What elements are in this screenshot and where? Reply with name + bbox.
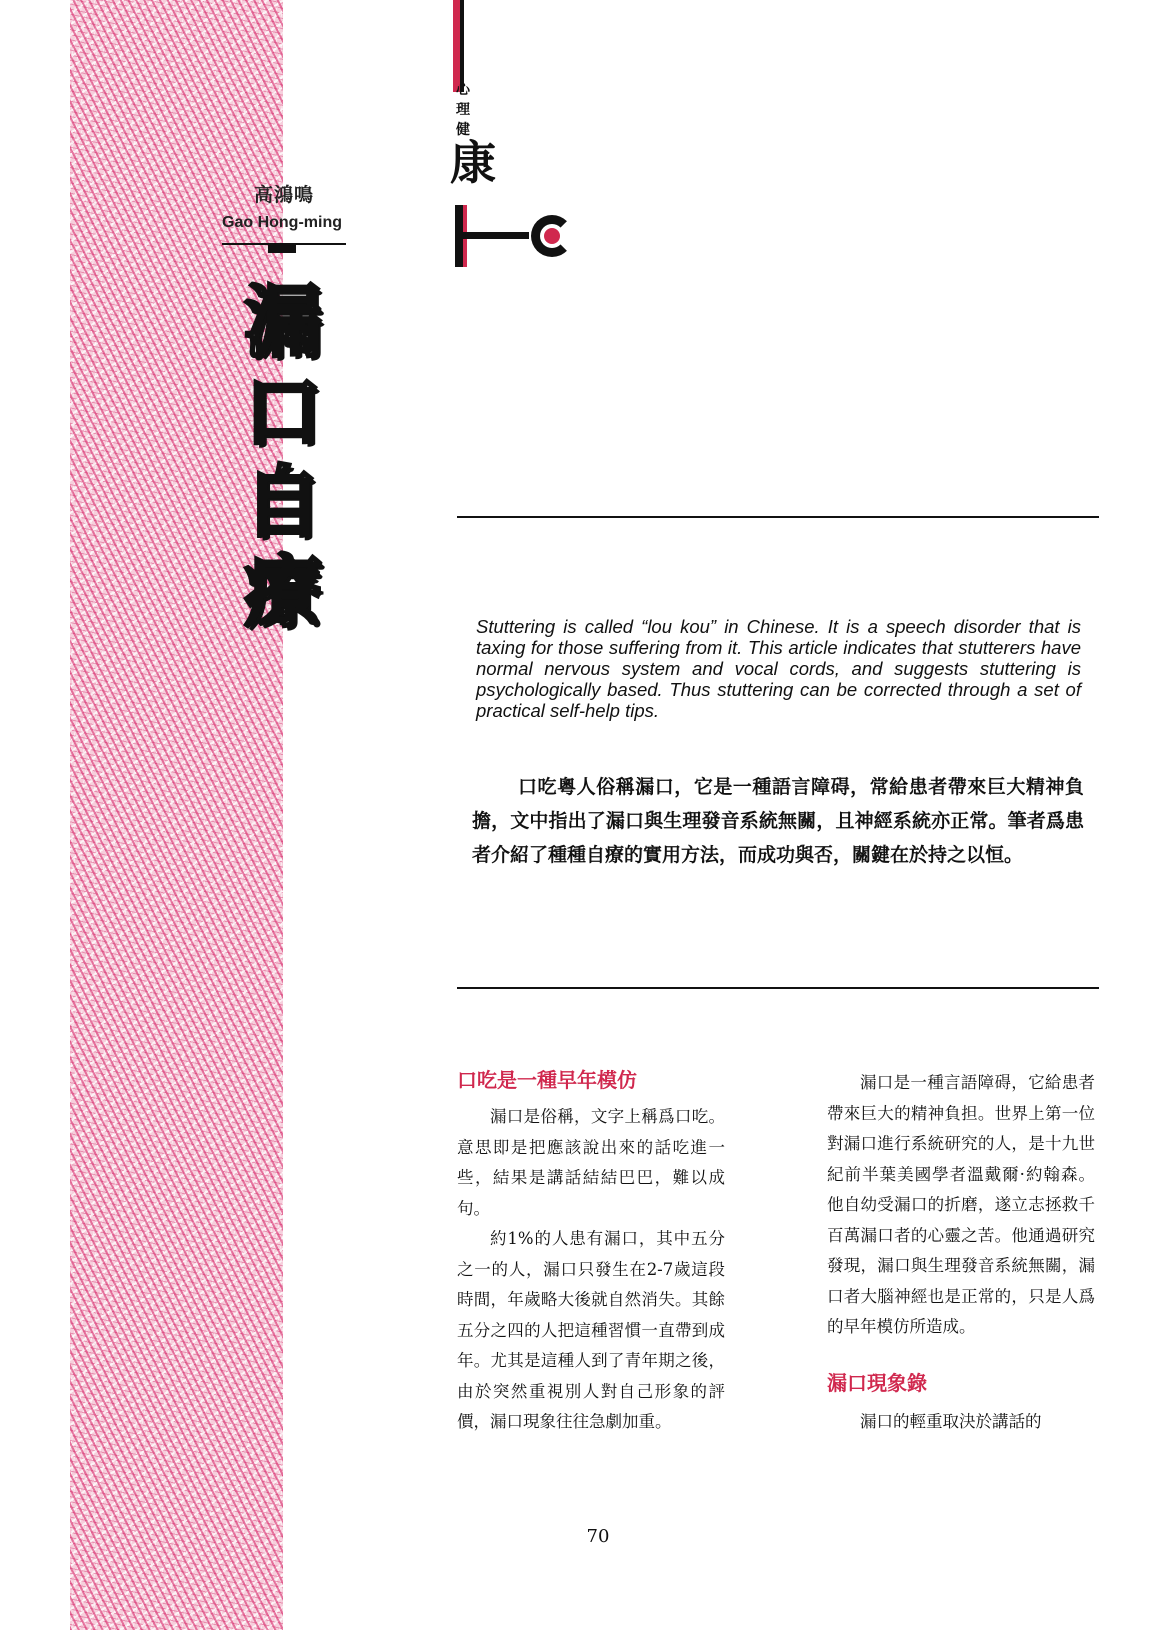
- logo-red-bar: [453, 0, 460, 92]
- body-paragraph: 漏口是一種言語障碍，它給患者帶來巨大的精神負担。世界上第一位對漏口進行系統研究的人，是十九世紀前半葉美國學者溫戴爾·約翰森。他自幼受漏口的折磨，遂立志拯救千百萬漏口者的心靈之苦。他通過研究發現，漏口與生理發音系統無關，漏口者大腦神經也是正常的，只是人爲的早年模仿所造成。: [827, 1073, 1095, 1336]
- body-paragraph: 約1%的人患有漏口，其中五分之一的人，漏口只發生在2-7歲這段時間，年歲略大後就自然消失。其餘五分之四的人把這種習慣一直帶到成年。尤其是這種人到了青年期之後，由於突然重視別人對自己形象的評價，漏口現象往往急劇加重。: [457, 1229, 725, 1431]
- logo-stem: [455, 205, 463, 267]
- divider-bottom: [457, 987, 1099, 989]
- divider-top: [457, 516, 1099, 518]
- body-paragraph: 漏口的輕重取決於講話的: [860, 1411, 1042, 1431]
- section-heading: 漏口現象錄: [827, 1370, 927, 1395]
- page-number: 70: [586, 1526, 610, 1547]
- logo-horizontal-line: [463, 232, 529, 239]
- logo-red-dot-icon: [544, 228, 560, 244]
- body-column-right: [827, 1068, 1095, 1437]
- author-underline-block: [268, 243, 296, 253]
- abstract-chinese: 口吃粵人俗稱漏口，它是一種語言障碍，常給患者帶來巨大精神負擔，文中指出了漏口與生理發音系統無關，且神經系統亦正常。筆者爲患者介紹了種種自療的實用方法，而成功與否，關鍵在於持之以恒。: [472, 776, 1084, 866]
- column-logo-character: 康: [450, 136, 496, 190]
- logo-black-bar: [460, 0, 464, 92]
- section-heading: 口吃是一種早年模仿: [457, 1068, 637, 1092]
- author-name-chinese: 高鴻鳴: [254, 184, 315, 206]
- body-column-left: [457, 1066, 725, 1438]
- body-paragraph: 漏口是俗稱，文字上稱爲口吃。意思即是把應該說出來的話吃進一些，結果是講話結結巴巴，難以成句。: [457, 1107, 725, 1218]
- column-section-label: 心理健: [456, 82, 470, 138]
- abstract-english: Stuttering is called “lou kou” in Chinese. It is a speech disorder that is taxing for those suffering from it. This article indicates that stutterers have normal nervous system and vocal cords, and suggests stuttering is psychologically based. Thus stuttering can be corrected through a set of practical self-help tips.: [476, 616, 1081, 721]
- article-title: 漏口自療: [243, 278, 322, 638]
- author-name-english: Gao Hong-ming: [222, 214, 342, 231]
